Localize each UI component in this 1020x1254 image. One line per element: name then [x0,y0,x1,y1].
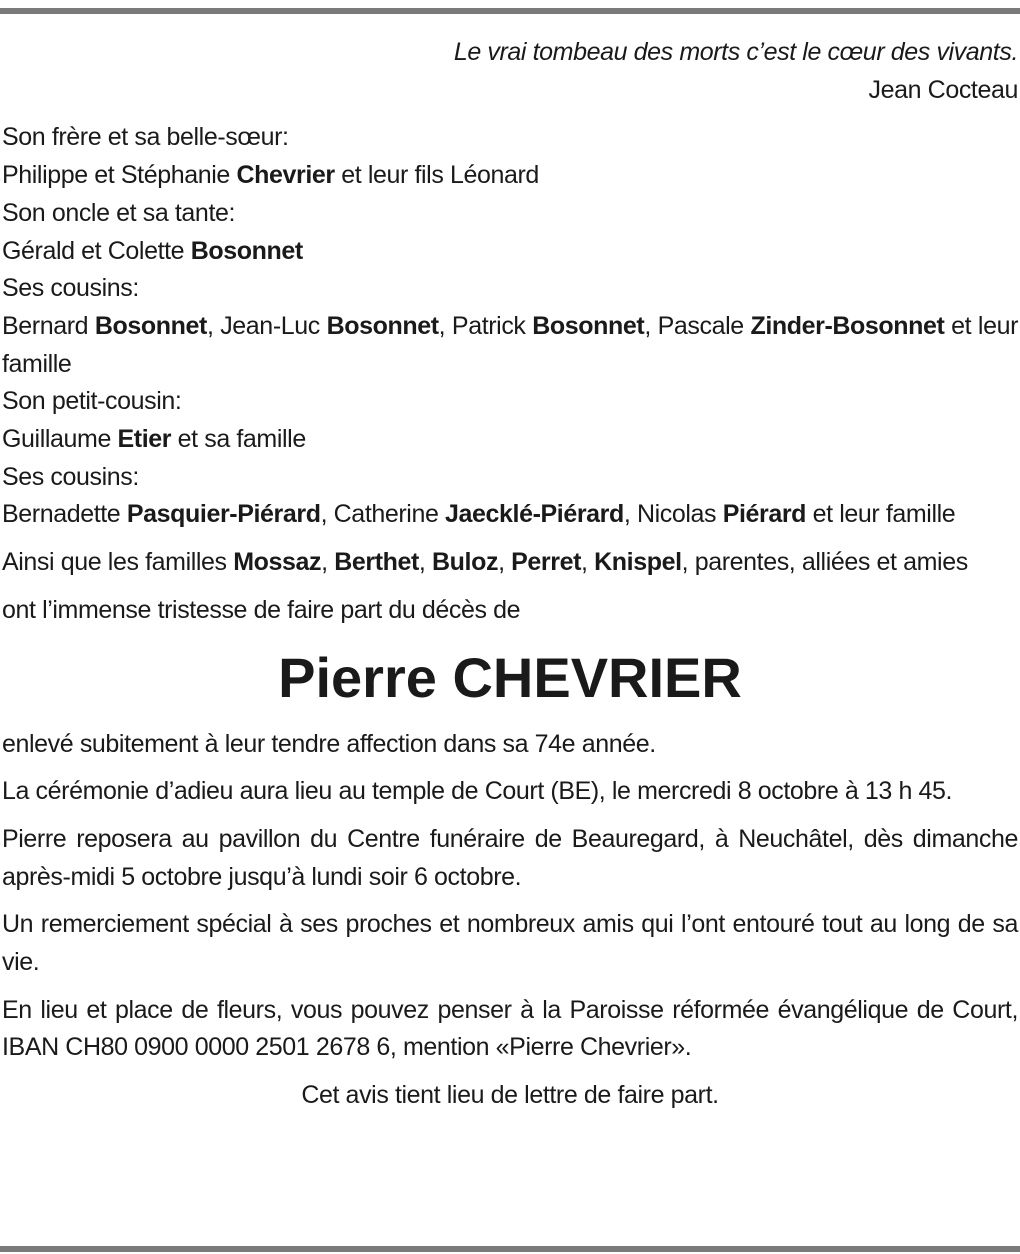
families-suffix: , parentes, alliées et amies [681,548,968,577]
petit-cousin-line [2,421,1018,459]
brother-line [2,157,1018,195]
paragraph-viewing: Pierre reposera au pavillon du Centre funéraire de Beauregard, à Neuchâtel, dès dimanche après-midi 5 octobre jusqu’à lundi soir 6 octobre. [2,824,1018,891]
cousins-line: Bernard Bosonnet, Jean-Luc Bosonnet, Patrick Bosonnet, Pascale Zinder-Bosonnet et leur famille [2,311,1019,378]
paragraph-age: enlevé subitement à leur tendre affection dans sa 74e année. [2,729,656,758]
cousins2-suffix: et leur famille [812,500,956,529]
family-surname: Berthet [334,548,419,577]
petit-cousin-name: Guillaume [2,425,111,454]
petit-cousin-heading: Son petit-cousin: [2,387,182,416]
uncle-surname: Bosonnet [190,236,303,265]
brother-heading: Son frère et sa belle-sœur: [2,123,289,152]
cousin-name: Jean-Luc [220,311,320,340]
cousin-name: Bernadette [2,500,121,529]
brother-surname: Chevrier [236,161,335,190]
cousin-name: Nicolas [636,500,717,529]
petit-cousin-surname: Etier [117,425,172,454]
cousins-heading: Ses cousins: [2,274,139,303]
families-prefix: Ainsi que les familles [2,548,227,577]
cousins2-heading: Ses cousins: [2,462,139,491]
cousin-surname: Pasquier-Piérard [126,500,321,529]
cousin-surname: Bosonnet [532,311,645,340]
cousin-name: Patrick [451,311,526,340]
cousins-suffix: et leur famille [2,311,1019,378]
cousin-name: Pascale [657,311,744,340]
family-surname: Buloz [432,548,499,577]
brother-names: Philippe et Stéphanie [2,161,230,190]
cousin-name: Bernard [2,311,89,340]
epigraph [2,34,1018,109]
paragraph-thanks: Un remerciement spécial à ses proches et nombreux amis qui l’ont entouré tout au long de sa vie. [2,910,1018,977]
paragraph-ceremony: La cérémonie d’adieu aura lieu au temple de Court (BE), le mercredi 8 octobre à 13 h 45. [2,777,953,806]
cousin-name: Catherine [333,500,439,529]
paragraph-donation: En lieu et place de fleurs, vous pouvez penser à la Paroisse réformée évangélique de Court, IBAN CH80 0900 0000 2501 2678 6, mention «Pierre Chevrier». [2,995,1018,1062]
deceased-name: Pierre CHEVRIER [278,645,742,709]
cousin-surname: Bosonnet [326,311,439,340]
bottom-rule [0,1246,1020,1252]
epigraph-text: Le vrai tombeau des morts c’est le cœur des vivants. [453,38,1018,66]
family-surname: Mossaz [233,548,322,577]
cousins2-line: Bernadette Pasquier-Piérard, Catherine Jaecklé-Piérard, Nicolas Piérard et leur famille [2,500,956,529]
obituary-notice [2,34,1018,1115]
brother-suffix: et leur fils Léonard [341,161,539,190]
cousin-surname: Piérard [722,500,807,529]
announcement: ont l’immense tristesse de faire part du décès de [2,595,521,624]
petit-cousin-suffix: et sa famille [177,425,306,454]
top-rule [0,8,1020,14]
family-surname: Perret [511,548,582,577]
family-surname: Knispel [594,548,682,577]
closing-line: Cet avis tient lieu de lettre de faire part. [301,1081,719,1110]
cousin-surname: Jaecklé-Piérard [445,500,624,529]
uncle-heading: Son oncle et sa tante: [2,198,236,227]
uncle-line [2,233,1018,271]
epigraph-author: Jean Cocteau [868,75,1018,104]
cousin-surname: Bosonnet [94,311,207,340]
family-list [2,119,1018,534]
uncle-names: Gérald et Colette [2,236,185,265]
cousin-surname: Zinder-Bosonnet [750,311,945,340]
families-line: Ainsi que les familles Mossaz, Berthet, Buloz, Perret, Knispel, parentes, alliées et amies [2,548,968,577]
